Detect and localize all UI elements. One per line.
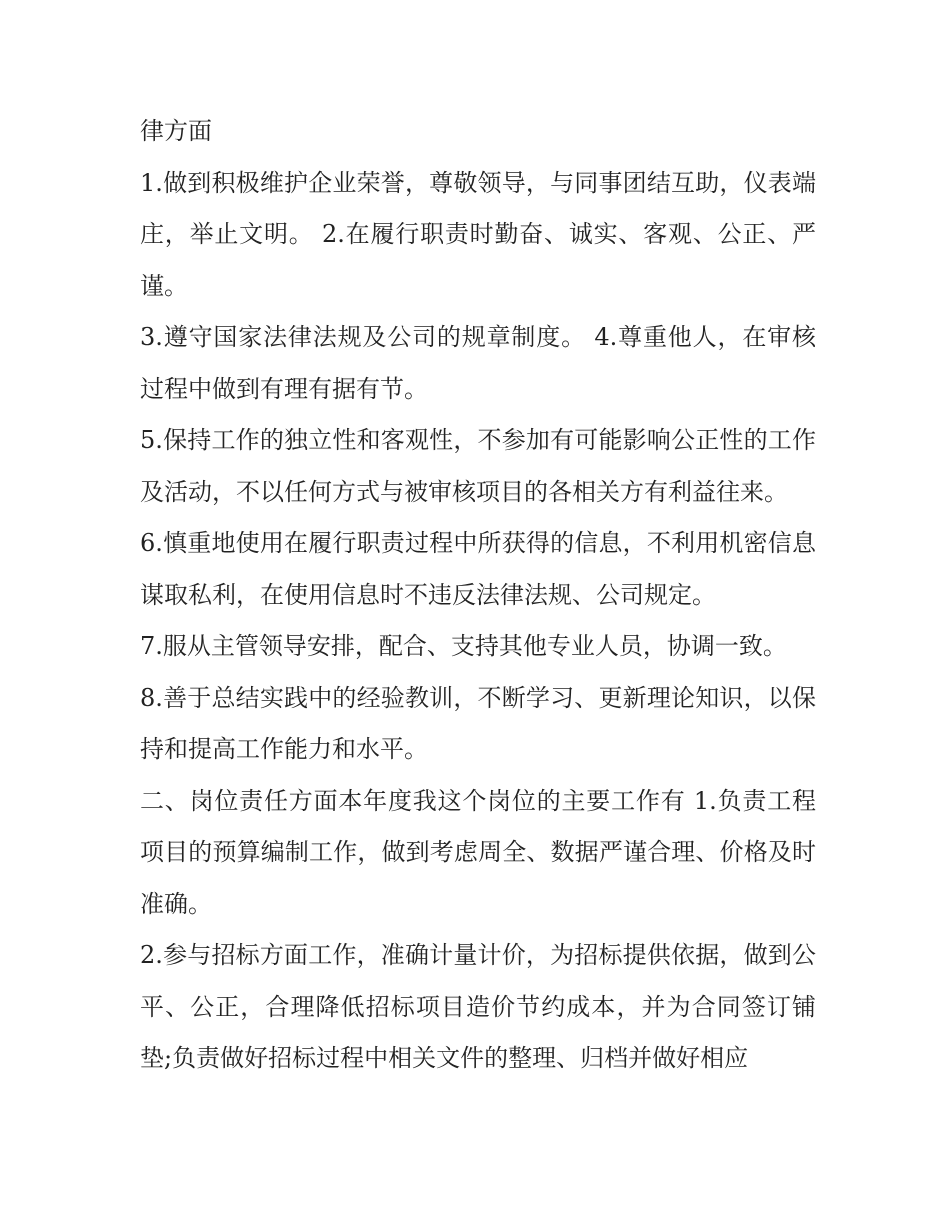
- paragraph-heading-fragment: 律方面: [140, 117, 212, 145]
- paragraph-item-6: 6.慎重地使用在履行职责过程中所获得的信息，不利用机密信息谋取私利，在使用信息时不违反法律法规、公司规定。: [140, 529, 816, 609]
- paragraph-section-two-item-2: 2.参与招标方面工作，准确计量计价，为招标提供依据，做到公平、公正，合理降低招标项目造价节约成本，并为合同签订铺垫;负责做好招标过程中相关文件的整理、归档并做好相应: [140, 941, 816, 1072]
- paragraph-section-two: 二、岗位责任方面本年度我这个岗位的主要工作有 1.负责工程项目的预算编制工作，做到考虑周全、数据严谨合理、价格及时准确。: [140, 786, 816, 918]
- document-page: [140, 106, 816, 1085]
- paragraph-item-1-2: 1.做到积极维护企业荣誉，尊敬领导，与同事团结互助，仪表端庄，举止文明。 2.在履行职责时勤奋、诚实、客观、公正、严谨。: [140, 168, 816, 300]
- paragraph-item-7: 7.服从主管领导安排，配合、支持其他专业人员，协调一致。: [140, 632, 787, 660]
- paragraph-item-8: 8.善于总结实践中的经验教训，不断学习、更新理论知识，以保持和提高工作能力和水平。: [140, 683, 816, 763]
- paragraph-item-3-4: 3.遵守国家法律法规及公司的规章制度。 4.尊重他人，在审核过程中做到有理有据有节。: [140, 323, 816, 403]
- paragraph-item-5: 5.保持工作的独立性和客观性，不参加有可能影响公正性的工作及活动，不以任何方式与被审核项目的各相关方有利益往来。: [140, 426, 816, 506]
